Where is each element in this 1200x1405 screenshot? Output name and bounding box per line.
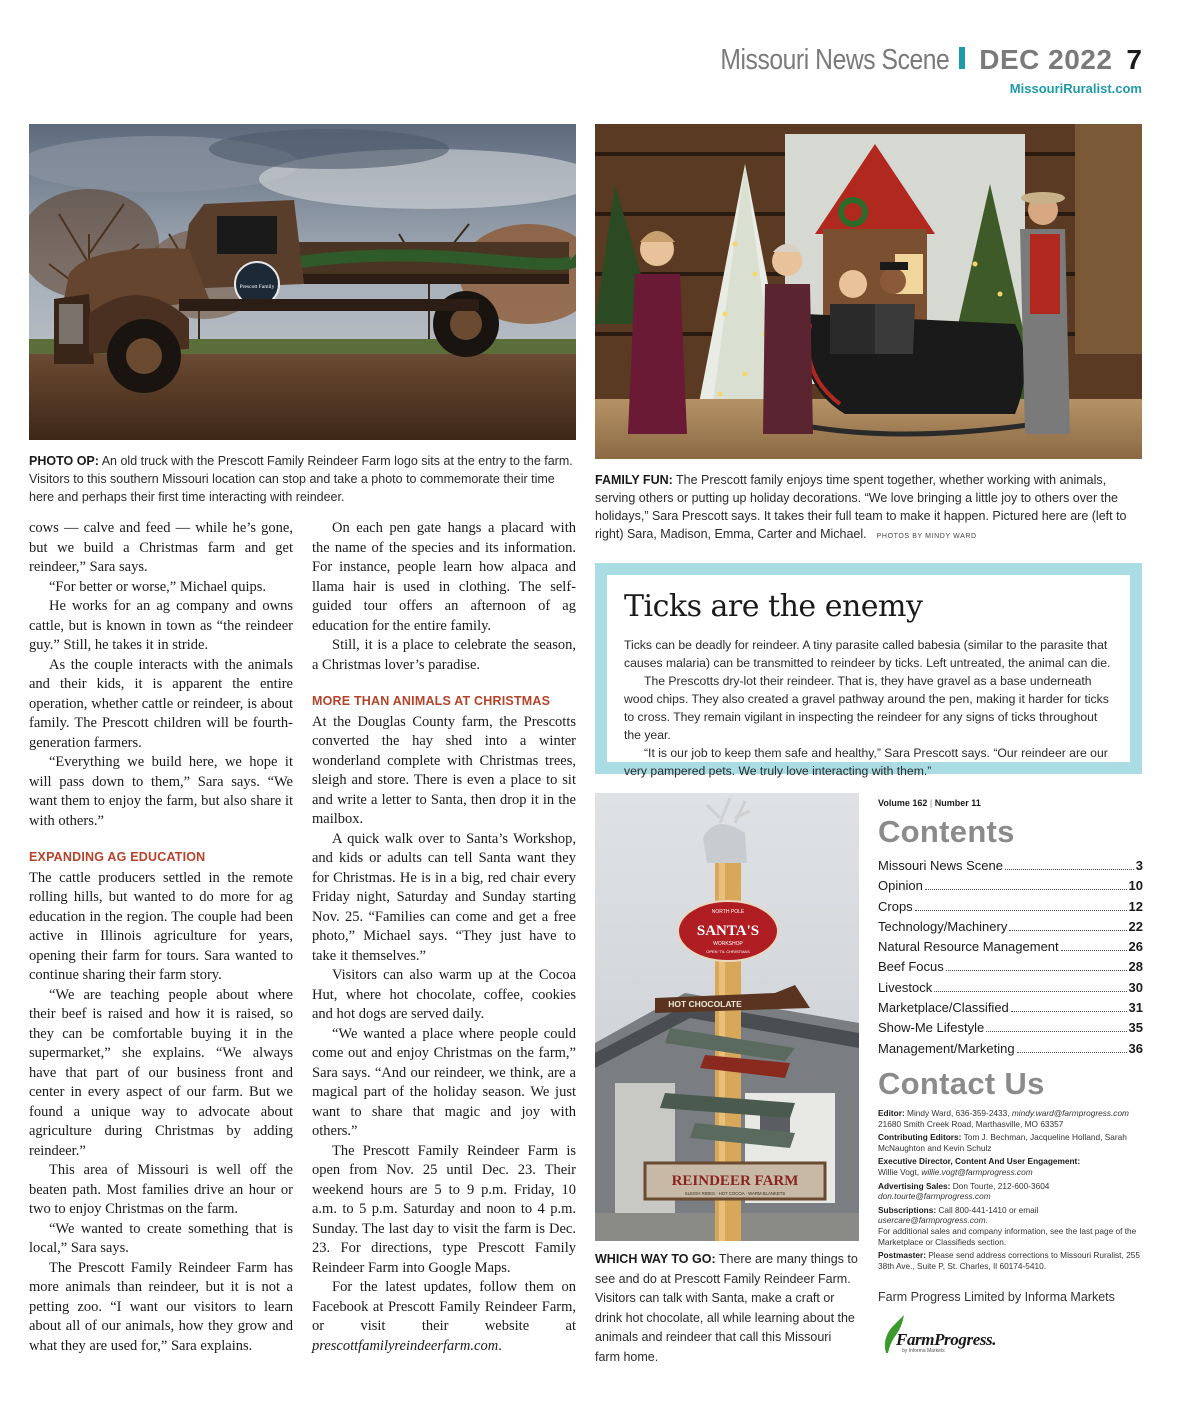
- contact-label: Contributing Editors:: [878, 1132, 962, 1143]
- toc-leader: [946, 970, 1127, 971]
- toc-item[interactable]: [878, 1018, 1143, 1038]
- toc-page: 22: [1128, 918, 1143, 934]
- sidebar-paragraph: “It is our job to keep them safe and healthy,” Sara Prescott says. “Our reindeer are our very pampered pets. We truly love interacting with them.”: [624, 746, 1108, 778]
- contact-text: Please send address corrections to Missouri Ruralist, 255 38th Ave., Suite P, St. Charles, Il 60174-5410.: [878, 1250, 1140, 1271]
- advertising-email-link[interactable]: don.tourte@farmprogress.com: [878, 1191, 991, 1202]
- contact-advertising: [878, 1181, 1143, 1202]
- contact-text: For additional sales and company information, see the last page of the Marketplace or Classifieds section.: [878, 1225, 1137, 1247]
- contact-panel: [878, 1108, 1143, 1274]
- subscriptions-email-link[interactable]: usercare@farmprogress.com.: [878, 1215, 988, 1226]
- toc-item[interactable]: [878, 1039, 1143, 1059]
- truck-photo-caption: [29, 452, 574, 506]
- contact-executive: [878, 1156, 1143, 1177]
- header-divider: [959, 47, 965, 69]
- toc-label: Livestock: [878, 979, 933, 995]
- toc-page: 28: [1128, 959, 1143, 975]
- toc-item[interactable]: [878, 917, 1143, 937]
- toc-item[interactable]: [878, 897, 1143, 917]
- article-paragraph: “We wanted to create something that is local,” Sara says.: [29, 1220, 293, 1256]
- toc-item[interactable]: [878, 856, 1143, 876]
- article-paragraph: A quick walk over to Santa’s Workshop, and kids or adults can tell Santa want they for Christmas. He is in a big, red chair every Friday night, Saturday and Sunday starting Nov. 25. “Families can come and get a free photo,” Michael says. “They just have to take it themselves.”: [312, 830, 576, 964]
- toc-leader: [934, 991, 1126, 992]
- toc-leader: [1017, 1052, 1127, 1053]
- caption-lead: FAMILY FUN:: [595, 473, 673, 487]
- sidebar-paragraph: Ticks can be deadly for reindeer. A tiny parasite called babesia (similar to the parasite that causes malaria) can be transmitted to reindeer by ticks. Left untreated, the animal can die.: [624, 638, 1111, 670]
- article-paragraph: “We are teaching people about where their beef is raised and how it is raised, so they can be comfortable buying it in the supermarket,” she explains. “We always have that part of our business front and center in every aspect of our farm. But we found a unique way to advocate about agriculture during Christmas by adding reindeer.”: [29, 986, 293, 1159]
- caption-text: There are many things to see and do at Prescott Family Reindeer Farm. Visitors can talk with Santa, make a craft or drink hot chocolate, all while learning about the animals and reindeer that call this Missouri farm home.: [595, 1252, 858, 1364]
- toc-page: 3: [1135, 858, 1143, 873]
- toc-label: Marketplace/Classified: [878, 1000, 1009, 1016]
- contact-label: Postmaster:: [878, 1250, 926, 1261]
- toc-label: Technology/Machinery: [878, 918, 1008, 934]
- sign-santas-text: SANTA'S: [696, 923, 760, 939]
- sign-farm-text: REINDEER FARM: [671, 1173, 799, 1189]
- toc-item[interactable]: [878, 876, 1143, 896]
- website-link[interactable]: prescottfamilyreindeerfarm.com: [312, 1337, 499, 1354]
- toc-leader: [925, 889, 1127, 890]
- toc-item[interactable]: [878, 937, 1143, 957]
- volume-divider: |: [927, 798, 935, 808]
- article-paragraph: At the Douglas County farm, the Prescotts converted the hay shed into a winter wonderland complete with Christmas trees, sleigh and store. There is even a place to sit and write a letter to Santa, then drop it in the mailbox.: [312, 713, 576, 827]
- contact-label: Advertising Sales:: [878, 1180, 951, 1191]
- contact-text: Mindy Ward, 636-359-2433,: [904, 1108, 1012, 1118]
- article-paragraph: On each pen gate hangs a placard with the name of the species and its information. For instance, people learn how alpaca and llama hair is used in clothing. The self-guided tour offers an afternoon of ag education for the entire family.: [312, 520, 576, 634]
- article-paragraph: “Everything we build here, we hope it will pass down to them,” Sara says. “We want them to enjoy the farm, but also share it with others.”: [29, 754, 293, 829]
- toc-label: Opinion: [878, 878, 923, 894]
- sign-farm-sub-text: SLEIGH RIDES · HOT COCOA · WARM BLANKETS: [684, 1191, 786, 1196]
- contact-text: Call 800-441-1410 or email: [936, 1204, 1039, 1215]
- toc-page: 12: [1128, 898, 1143, 914]
- article-paragraph: As the couple interacts with the animals and their kids, it is apparent the entire operation, whether cattle or reindeer, is about family. The Prescott children will be fourth-generation farmers.: [29, 656, 293, 751]
- toc-label: Show-Me Lifestyle: [878, 1020, 985, 1036]
- publisher-line: Farm Progress Limited by Informa Markets: [878, 1290, 1115, 1304]
- family-photo: [595, 124, 1142, 459]
- photo-credit: PHOTOS BY MINDY WARD: [876, 533, 977, 540]
- contents-panel: [878, 798, 1143, 1059]
- executive-email-link[interactable]: willie.vogt@farmprogress.com: [921, 1166, 1033, 1177]
- sign-north-pole-text: NORTH POLE: [711, 909, 745, 915]
- toc-label: Missouri News Scene: [878, 858, 1003, 873]
- sidebar-paragraph: The Prescotts dry-lot their reindeer. That is, they have gravel as a base underneath wood chips. They also created a gravel pathway around the pen, making it harder for ticks to cross. They remain vigilant in inspecting the reindeer for any signs of ticks throughout the year.: [624, 674, 1109, 742]
- truck-logo-text: Prescott Family: [239, 284, 275, 290]
- article-column-1: [29, 519, 293, 1356]
- toc-leader: [1061, 950, 1127, 951]
- toc-label: Crops: [878, 898, 913, 914]
- ticks-sidebar: [595, 563, 1142, 778]
- contact-label: Subscriptions:: [878, 1204, 937, 1215]
- article-paragraph: The Prescott Family Reindeer Farm is open from Nov. 25 until Dec. 23. Their weekend hours are 5 to 9 p.m. Friday, 10 a.m. to 5 p.m. Saturday and noon to 4 p.m. Sunday. The last day to visit the farm is Dec. 23. For directions, type Prescott Family Reindeer Farm into Google Maps.: [312, 1142, 576, 1276]
- site-url[interactable]: MissouriRuralist.com: [1009, 81, 1142, 96]
- contact-text: Willie Vogt,: [878, 1166, 922, 1177]
- sidebar-body: [624, 636, 1114, 780]
- article-paragraph: “For better or worse,” Michael quips.: [49, 578, 267, 595]
- family-photo-caption: [595, 471, 1142, 546]
- contact-postmaster: [878, 1250, 1143, 1271]
- farm-progress-tagline: by Informa Markets: [902, 1348, 945, 1354]
- editor-email-link[interactable]: mindy.ward@farmprogress.com: [1011, 1108, 1129, 1118]
- contact-text: Don Tourte, 212-600-3604: [950, 1180, 1050, 1191]
- caption-lead: WHICH WAY TO GO:: [595, 1252, 716, 1266]
- toc-leader: [915, 910, 1127, 911]
- article-paragraph: He works for an ag company and owns cattle, but is known in town as “the reindeer guy.” Still, he takes it in stride.: [29, 598, 293, 653]
- toc-page: 36: [1128, 1040, 1143, 1056]
- contact-heading: Contact Us: [878, 1066, 1045, 1101]
- article-paragraph: Visitors can also warm up at the Cocoa Hut, where hot chocolate, coffee, cookies and hot dogs are served daily.: [312, 967, 576, 1022]
- sign-open-text: OPEN 'TIL CHRISTMAS: [706, 949, 750, 954]
- article-paragraph: [312, 1278, 576, 1356]
- sign-workshop-text: WORKSHOP: [713, 941, 743, 947]
- toc-item[interactable]: [878, 978, 1143, 998]
- caption-text: An old truck with the Prescott Family Reindeer Farm logo sits at the entry to the farm. Visitors to this southern Missouri location can stop and take a photo to commemorate their time here and perhaps their first time interacting with reindeer.: [29, 454, 573, 504]
- toc-leader: [1009, 930, 1126, 931]
- toc-leader: [986, 1031, 1126, 1032]
- paragraph-end: .: [498, 1337, 502, 1354]
- toc-item[interactable]: [878, 957, 1143, 977]
- signpost-photo: [595, 793, 859, 1241]
- toc-page: 35: [1128, 1020, 1143, 1036]
- toc-page: 26: [1128, 939, 1143, 955]
- article-paragraph: “We wanted a place where people could come out and enjoy Christmas on the farm,” Sara says. “And our reindeer, we think, are a magical part of the holiday season. We just want to share that magic and joy with others.”: [312, 1025, 576, 1139]
- toc-label: Beef Focus: [878, 959, 944, 975]
- contents-heading: Contents: [878, 814, 1015, 849]
- toc-label: Management/Marketing: [878, 1040, 1015, 1056]
- issue-date: DEC 2022: [979, 44, 1113, 75]
- article-paragraph: The cattle producers settled in the remote rolling hills, but wanted to do more for ag education in the region. The couple had been active in Illinois agriculture for years, opening their farm for tours. Sara wanted to continue sharing their farm story.: [29, 869, 293, 983]
- toc-page: 30: [1128, 979, 1143, 995]
- sign-cocoa-text: HOT CHOCOLATE: [668, 999, 742, 1009]
- toc-leader: [1011, 1011, 1127, 1012]
- signpost-photo-caption: [595, 1250, 859, 1367]
- toc-label: Natural Resource Management: [878, 939, 1059, 955]
- toc-page: 31: [1128, 1000, 1143, 1016]
- article-paragraph: This area of Missouri is well off the beaten path. Most families drive an hour or two to enjoy Christmas on the farm.: [29, 1162, 293, 1217]
- article-subheading: MORE THAN ANIMALS AT CHRISTMAS: [312, 694, 551, 708]
- article-paragraph: cows — calve and feed — while he’s gone, but we build a Christmas farm and get reindeer,” Sara says.: [29, 520, 293, 575]
- contact-label: Editor:: [878, 1108, 905, 1118]
- page-number: 7: [1126, 44, 1142, 75]
- contact-subscriptions: [878, 1205, 1143, 1247]
- issue-number-label: Number 11: [934, 798, 981, 808]
- sidebar-title: Ticks are the enemy: [624, 589, 923, 624]
- toc-item[interactable]: [878, 998, 1143, 1018]
- article-paragraph: Still, it is a place to celebrate the season, a Christmas lover’s paradise.: [312, 637, 576, 673]
- article-paragraph: The Prescott Family Reindeer Farm has more animals than reindeer, but it is not a petting zoo. “I want our visitors to learn about all of our animals, how they grow and what they are used for,” Sara explains.: [29, 1259, 293, 1354]
- paragraph-text: For the latest updates, follow them on Facebook at Prescott Family Reindeer Farm, or visit their website at: [312, 1279, 576, 1334]
- article-subheading: EXPANDING AG EDUCATION: [29, 850, 206, 864]
- contact-contributors: [878, 1132, 1143, 1153]
- page-header: [680, 44, 1142, 96]
- section-title: Missouri News Scene: [720, 44, 950, 76]
- ticks-sidebar-content: [607, 575, 1130, 778]
- truck-photo: [29, 124, 576, 440]
- caption-text: The Prescott family enjoys time spent together, whether working with animals, serving others or putting up holiday decorations. “We love bringing a little joy to others over the holidays,” Sara Prescott says. It takes their full team to make it happen. Pictured here are (left to right) Sara, Madison, Emma, Carter and Michael.: [595, 473, 1127, 541]
- volume-number: [878, 798, 1143, 808]
- contact-editor: [878, 1108, 1143, 1129]
- caption-lead: PHOTO OP:: [29, 454, 99, 468]
- article-column-2: [312, 519, 576, 1356]
- farm-progress-wordmark: FarmProgress.: [896, 1330, 997, 1349]
- volume-label: Volume 162: [878, 798, 928, 808]
- contact-text: Tom J. Bechman, Jacqueline Holland, Sarah McNaughton and Kevin Schulz: [878, 1132, 1127, 1153]
- toc-page: 10: [1128, 878, 1143, 894]
- contact-label: Executive Director, Content And User Engagement:: [878, 1156, 1081, 1167]
- toc-leader: [1005, 869, 1134, 870]
- editor-address: 21680 Smith Creek Road, Marthasville, MO 63357: [878, 1118, 1064, 1129]
